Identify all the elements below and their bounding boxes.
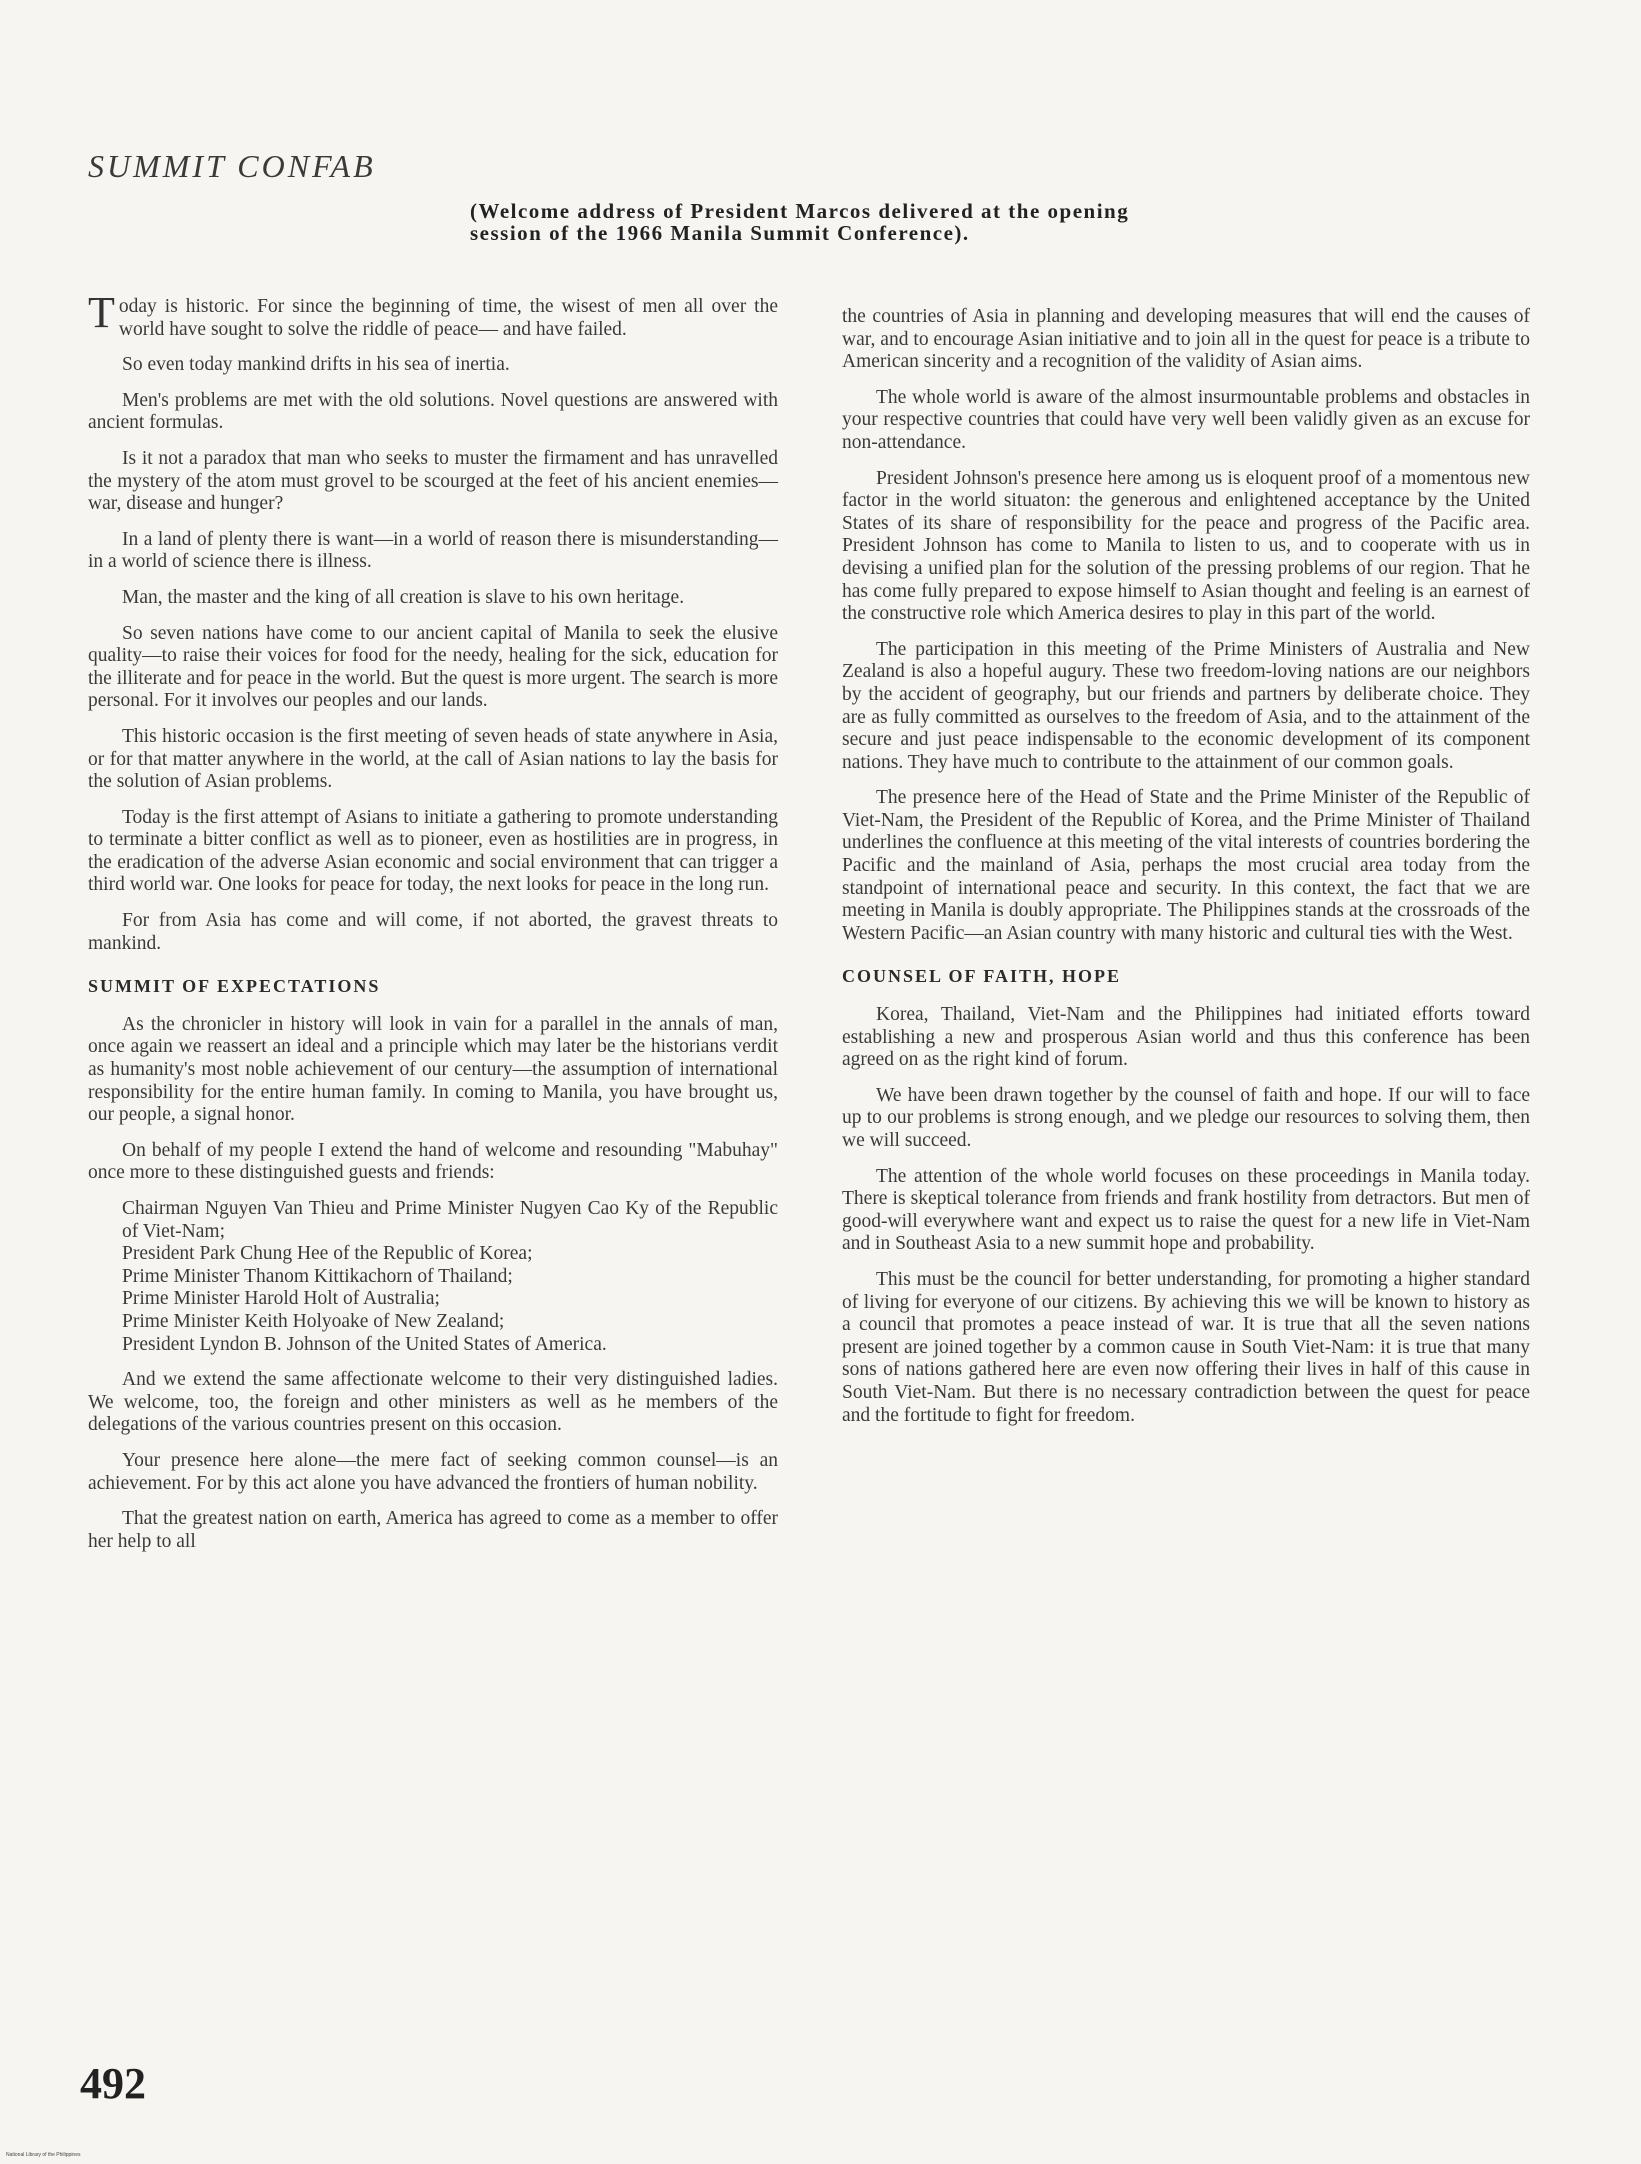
right-column	[842, 306, 1530, 1440]
list-item: President Park Chung Hee of the Republic of Korea;	[122, 1243, 533, 1265]
guest-list	[88, 1198, 778, 1356]
paragraph: The participation in this meeting of the Prime Ministers of Australia and New Zealand is also a hopeful augury. These two freedom-loving nations are our neighbors by the accident of geography, but our friends and partners by deliberate choice. They are as fully committed as ourselves to the freedom of Asia, and to the attainment of the secure and just peace indispensable to the economic development of its component nations. They have much to contribute to the attainment of our common goals.	[842, 638, 1530, 773]
list-item: Prime Minister Keith Holyoake of New Zealand;	[122, 1310, 505, 1332]
paragraph: Korea, Thailand, Viet-Nam and the Philippines had initiated efforts toward establishing a new and prosperous Asian world and thus this conference has been agreed on as the right kind of forum.	[842, 1004, 1530, 1071]
subtitle: (Welcome address of President Marcos delivered at the opening session of the 1966 Manila Summit Conference).	[470, 199, 1130, 245]
footer-credit: National Library of the Philippines	[6, 2152, 81, 2158]
list-item: Chairman Nguyen Van Thieu and Prime Minister Nugyen Cao Ky of the Republic of Viet-Nam;	[122, 1198, 778, 1242]
paragraph: And we extend the same affectionate welcome to their very distinguished ladies. We welcome, too, the foreign and other ministers as well as he members of the delegations of the various countries present on this occasion.	[88, 1369, 778, 1436]
paragraph: Man, the master and the king of all creation is slave to his own heritage.	[122, 586, 685, 608]
paragraph-text: oday is historic. For since the beginning of time, the wisest of men all over the world have sought to solve the riddle of peace— and have failed.	[118, 296, 778, 340]
section-heading: COUNSEL OF FAITH, HOPE	[842, 966, 1122, 987]
drop-cap: T	[88, 288, 115, 337]
paragraph: On behalf of my people I extend the hand of welcome and resounding "Mabuhay" once more to these distinguished guests and friends:	[88, 1139, 778, 1184]
paragraph: Is it not a paradox that man who seeks to muster the firmament and has unravelled the mystery of the atom must grovel to be scourged at the feet of his ancient enemies—war, disease and hunger?	[88, 447, 778, 515]
list-item: Prime Minister Thanom Kittikachorn of Thailand;	[122, 1265, 513, 1287]
paragraph	[88, 288, 778, 341]
paragraph: In a land of plenty there is want—in a world of reason there is misunderstanding—in a world of science there is illness.	[88, 528, 778, 573]
paragraph: Men's problems are met with the old solutions. Novel questions are answered with ancient formulas.	[88, 389, 778, 434]
paragraph: The presence here of the Head of State and the Prime Minister of the Republic of Viet-Nam, the President of the Republic of Korea, and the Prime Minister of Thailand underlines the confluence at this meeting of the vital interests of countries bordering the Pacific and the mainland of Asia, perhaps the most crucial area today from the standpoint of international peace and security. In this context, the fact that we are meeting in Manila is doubly appropriate. The Philippines stands at the crossroads of the Western Pacific—an Asian country with many historic and cultural ties with the West.	[842, 787, 1530, 944]
list-item: President Lyndon B. Johnson of the United States of America.	[122, 1333, 607, 1355]
paragraph: The whole world is aware of the almost insurmountable problems and obstacles in your respective countries that could have very well been validly given as an excuse for non-attendance.	[842, 386, 1530, 453]
paragraph: The attention of the whole world focuses on these proceedings in Manila today. There is skeptical tolerance from friends and frank hostility from detractors. But men of good-will everywhere want and expect us to raise the quest for a new life in Viet-Nam and in Southeast Asia to a new summit hope and probability.	[842, 1165, 1530, 1255]
paragraph: Your presence here alone—the mere fact of seeking common counsel—is an achievement. For by this act alone you have advanced the frontiers of human nobility.	[88, 1449, 778, 1494]
paragraph: the countries of Asia in planning and developing measures that will end the causes of war, and to encourage Asian initiative and to join all in the quest for peace is a tribute to American sincerity and a recognition of the validity of Asian aims.	[842, 306, 1530, 373]
paragraph: For from Asia has come and will come, if not aborted, the gravest threats to mankind.	[88, 910, 778, 954]
paragraph: This historic occasion is the first meeting of seven heads of state anywhere in Asia, or for that matter anywhere in the world, at the call of Asian nations to lay the basis for the solution of Asian problems.	[88, 725, 778, 793]
left-column	[88, 288, 778, 1566]
section-title: SUMMIT CONFAB	[88, 148, 376, 184]
paragraph: We have been drawn together by the counsel of faith and hope. If our will to face up to our problems is strong enough, and we pledge our resources to solving them, then we will succeed.	[842, 1084, 1530, 1151]
paragraph: As the chronicler in history will look in vain for a parallel in the annals of man, once again we reassert an ideal and a principle which may later be the historians verdit as humanity's most noble achievement of our century—the assumption of international responsibility for the entire human family. In coming to Manila, you have brought us, our people, a signal honor.	[88, 1013, 778, 1126]
paragraph: So seven nations have come to our ancient capital of Manila to seek the elusive quality—to raise their voices for food for the needy, healing for the sick, education for the illiterate and for peace in the world. But the quest is more urgent. The search is more personal. For it involves our peoples and our lands.	[88, 622, 778, 712]
paragraph: That the greatest nation on earth, America has agreed to come as a member to offer her help to all	[88, 1508, 778, 1552]
paragraph: President Johnson's presence here among us is eloquent proof of a momentous new factor in the world situaton: the generous and enlightened acceptance by the United States of its share of responsibility for the peace and progress of the Pacific area. President Johnson has come to Manila to listen to us, and to cooperate with us in devising a unified plan for the solution of the pressing problems of our region. That he has come fully prepared to expose himself to Asian thought and feeling is an earnest of the constructive role which America desires to play in this part of the world.	[842, 467, 1530, 625]
paragraph: Today is the first attempt of Asians to initiate a gathering to promote understanding to terminate a bitter conflict as well as to pioneer, even as hostilities are in progress, in the eradication of the adverse Asian economic and social environment that can trigger a third world war. One looks for peace for today, the next looks for peace in the long run.	[88, 806, 778, 896]
paragraph: So even today mankind drifts in his sea of inertia.	[122, 354, 510, 376]
list-item: Prime Minister Harold Holt of Australia;	[122, 1288, 440, 1310]
paragraph: This must be the council for better understanding, for promoting a higher standard of living for everyone of our citizens. By achieving this we will be known to history as a council that promotes a peace instead of war. It is true that all the seven nations present are joined together by a common cause in South Viet-Nam: it is true that many sons of nations gathered here are even now offering their lives in half of this cause in South Viet-Nam. But there is no necessary contradiction between the quest for peace and the fortitude to fight for freedom.	[842, 1268, 1530, 1426]
page-number: 492	[80, 2059, 146, 2108]
section-heading: SUMMIT OF EXPECTATIONS	[88, 976, 381, 997]
